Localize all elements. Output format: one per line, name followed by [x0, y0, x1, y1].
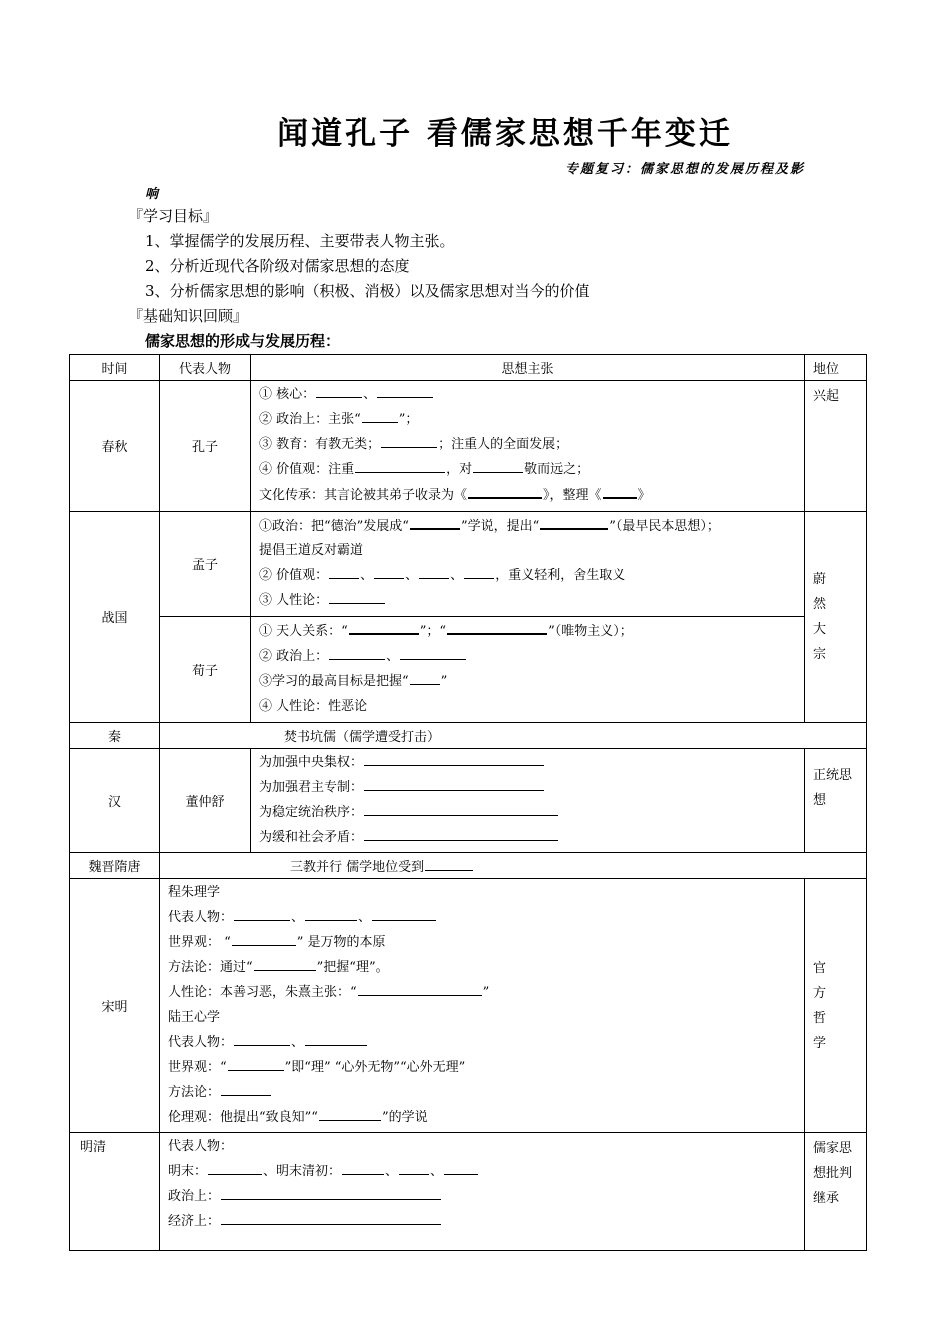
cell-line: [168, 1106, 796, 1131]
table-row-xunzi: [70, 617, 867, 723]
cell-text: ；注重人的全面发展；: [438, 436, 569, 452]
cell-text: ① 天人关系：“: [259, 624, 348, 640]
blank-line: [234, 906, 290, 921]
blank-line: [319, 1106, 381, 1121]
cell-line: [259, 514, 796, 540]
cell-line: [168, 906, 796, 931]
cell-text: 、: [385, 1164, 399, 1180]
page-subtitle-wrap: 响: [145, 187, 159, 202]
cell-line: 代表人物：: [168, 1139, 234, 1155]
blank-line: [425, 856, 473, 871]
header-time: 时间: [70, 355, 160, 381]
period-cell: 宋明: [70, 879, 160, 1133]
period-cell: 魏晋隋唐: [70, 853, 160, 879]
table-title: 儒家思想的形成与发展历程：: [145, 332, 341, 350]
status-cell: [805, 879, 867, 1133]
blank-line: [400, 645, 466, 660]
cell-text: 为加强君主专制：: [259, 779, 364, 795]
cell-text: ④ 价值观：注重: [259, 461, 355, 477]
blank-line: [234, 1031, 290, 1046]
cell-text: 》，整理《: [543, 487, 602, 503]
blank-line: [603, 483, 637, 499]
ideas-cell: [160, 1133, 805, 1251]
status-cell: [805, 1133, 867, 1251]
cell-text: 明末：: [168, 1164, 208, 1180]
cell-line: [259, 458, 796, 483]
cell-text: 、: [291, 1034, 305, 1050]
table-row-mencius: [70, 511, 867, 617]
table-row-chunqiu: [70, 381, 867, 512]
cell-text: 、: [386, 649, 400, 665]
weijin-description: [160, 853, 867, 879]
table-header-row: [70, 355, 867, 381]
blank-line: [305, 1031, 367, 1046]
cell-text: 代表人物：: [168, 910, 234, 926]
status-cell: [805, 511, 867, 722]
cell-line: [259, 408, 796, 433]
blank-line: [473, 458, 523, 473]
cell-text: ”（唯物主义）；: [548, 624, 633, 640]
cell-line: 陆王心学: [168, 1009, 221, 1025]
ideas-cell: [251, 748, 805, 853]
period-cell: 秦: [70, 722, 160, 748]
cell-line: ④ 人性论：性恶论: [259, 698, 368, 714]
person-cell: 孟子: [160, 511, 251, 617]
blank-line: [364, 751, 544, 766]
blank-line: [364, 776, 544, 791]
blank-line: [362, 408, 398, 423]
status-text: 儒家思想批判继承: [813, 1141, 853, 1207]
table-row-qin: [70, 722, 867, 748]
review-heading: 『基础知识回顾』: [128, 307, 249, 325]
period-cell: 战国: [70, 511, 160, 722]
blank-line: [232, 931, 296, 946]
period-cell: 明清: [70, 1133, 160, 1251]
blank-line: [329, 645, 385, 660]
status-text: 正统思想: [813, 767, 853, 808]
cell-text: 》: [637, 487, 651, 503]
blank-line: [329, 589, 385, 604]
blank-line: [419, 564, 449, 579]
cell-text: ”把握“理”。: [316, 960, 389, 976]
cell-text: ”学说，提出“: [460, 518, 540, 534]
cell-line: [259, 589, 796, 614]
cell-line: [259, 383, 796, 408]
cell-line: [259, 619, 796, 645]
cell-text: 代表人物：: [168, 1034, 234, 1050]
cell-line: [259, 801, 796, 826]
blank-line: [221, 1081, 271, 1096]
cell-text: ① 核心：: [259, 387, 316, 402]
blank-line: [355, 458, 445, 473]
blank-line: [381, 433, 437, 448]
blank-line: [208, 1160, 262, 1175]
blank-line: [221, 1185, 441, 1200]
blank-line: [358, 981, 482, 996]
blank-line: [364, 801, 558, 816]
cell-line: [168, 1160, 796, 1185]
cell-text: 为缓和社会矛盾：: [259, 829, 364, 845]
cell-text: 世界观： “: [168, 935, 231, 951]
header-person: 代表人物: [160, 355, 251, 381]
cell-text: 方法论：通过“: [168, 960, 253, 976]
cell-text: ”；: [398, 411, 419, 427]
cell-line: [259, 645, 796, 670]
cell-text: 文化传承：其言论被其弟子收录为《: [259, 487, 468, 503]
cell-line: [168, 1056, 796, 1081]
cell-line: [168, 1081, 796, 1106]
cell-text: 敬而远之；: [524, 461, 590, 477]
cell-text: 、: [291, 910, 305, 926]
cell-line: [259, 776, 796, 801]
ideas-cell: [251, 617, 805, 723]
cell-text: ③ 教育：有教无类；: [259, 436, 381, 452]
cell-text: 政治上：: [168, 1189, 221, 1205]
blank-line: [329, 564, 359, 579]
status-vertical-text: 蔚然大宗: [813, 571, 827, 662]
cell-line: [259, 564, 796, 589]
blank-line: [305, 906, 357, 921]
cell-line: [168, 1210, 796, 1235]
blank-line: [316, 383, 362, 398]
blank-line: [468, 483, 542, 499]
cell-text: ”: [482, 985, 490, 1001]
cell-line: [168, 956, 796, 981]
cell-line: 程朱理学: [168, 885, 221, 901]
blank-line: [221, 1210, 441, 1225]
cell-text: 、: [405, 568, 419, 584]
goal-item-2: 2、分析近现代各阶级对儒家思想的态度: [145, 257, 410, 275]
status-cell: 兴起: [805, 381, 867, 512]
cell-text: 、: [358, 910, 372, 926]
cell-text: ”即“理” “心外无物”“心外无理”: [284, 1059, 466, 1075]
cell-line: [259, 751, 796, 776]
blank-line: [410, 514, 460, 530]
cell-line: 提倡王道反对霸道: [259, 543, 364, 559]
ideas-cell: [251, 511, 805, 617]
cell-text: ② 价值观：: [259, 568, 329, 584]
status-vertical-text: 官方哲学: [813, 960, 827, 1051]
cell-text: ” 是万物的本原: [296, 935, 386, 951]
confucianism-history-table: [69, 354, 867, 1251]
blank-line: [374, 564, 404, 579]
header-ideas: 思想主张: [251, 355, 805, 381]
cell-text: 、: [430, 1164, 444, 1180]
ideas-cell: [251, 381, 805, 512]
blank-line: [447, 619, 547, 635]
cell-text: 方法论：: [168, 1084, 221, 1100]
cell-text: ② 政治上：主张“: [259, 411, 361, 427]
cell-text: 、: [450, 568, 464, 584]
cell-line: [168, 1185, 796, 1210]
cell-text: ”；“: [419, 624, 447, 640]
goal-item-1: 1、掌握儒学的发展历程、主要带表人物主张。: [145, 232, 455, 250]
cell-text: ①政治：把“德治”发展成“: [259, 518, 409, 534]
blank-line: [444, 1160, 478, 1175]
goal-item-3: 3、分析儒家思想的影响（积极、消极）以及儒家思想对当今的价值: [145, 282, 590, 300]
cell-text: 经济上：: [168, 1214, 221, 1230]
table-row-weijin: [70, 853, 867, 879]
blank-line: [372, 906, 436, 921]
header-status: 地位: [805, 355, 867, 381]
cell-text: ② 政治上：: [259, 649, 329, 665]
blank-line: [364, 826, 558, 841]
person-cell: 董仲舒: [160, 748, 251, 853]
cell-text: ③ 人性论：: [259, 593, 329, 609]
cell-text: 为稳定统治秩序：: [259, 804, 364, 820]
cell-line: [259, 483, 796, 509]
ideas-cell: [160, 879, 805, 1133]
cell-line: [259, 670, 796, 695]
table-row-han: [70, 748, 867, 853]
table-row-mingqing: [70, 1133, 867, 1251]
blank-line: [410, 670, 440, 685]
cell-text: 三教并行 儒学地位受到: [290, 860, 425, 876]
cell-text: 为加强中央集权：: [259, 754, 364, 770]
cell-text: ”的学说: [381, 1109, 428, 1125]
page-subtitle: 专题复习：儒家思想的发展历程及影: [564, 162, 805, 177]
table-row-songming: [70, 879, 867, 1133]
cell-line: [168, 981, 796, 1006]
cell-text: 人性论：本善习恶，朱熹主张：“: [168, 985, 357, 1001]
period-cell: 春秋: [70, 381, 160, 512]
blank-line: [254, 956, 316, 971]
page-title: 闻道孔子 看儒家思想千年变迁: [277, 116, 733, 152]
cell-text: 、: [363, 387, 377, 402]
blank-line: [349, 619, 419, 635]
blank-line: [399, 1160, 429, 1175]
cell-text: ”（最早民本思想）；: [609, 518, 720, 534]
cell-text: 世界观：“: [168, 1059, 227, 1075]
cell-line: [168, 1031, 796, 1056]
blank-line: [342, 1160, 384, 1175]
cell-text: 、: [360, 568, 374, 584]
person-cell: 孔子: [160, 381, 251, 512]
cell-line: [168, 931, 796, 956]
goals-heading: 『学习目标』: [128, 207, 219, 225]
blank-line: [464, 564, 494, 579]
blank-line: [540, 514, 608, 530]
cell-text: 伦理观：他提出“致良知”“: [168, 1109, 318, 1125]
cell-line: [259, 433, 796, 458]
blank-line: [377, 383, 433, 398]
status-cell: [805, 748, 867, 853]
cell-text: ，重义轻利，舍生取义: [495, 568, 626, 584]
person-cell: 荀子: [160, 617, 251, 723]
cell-line: [259, 826, 796, 851]
cell-text: ，对: [446, 461, 473, 477]
qin-description: 焚书坑儒（儒学遭受打击）: [160, 722, 867, 748]
cell-text: ”: [440, 673, 448, 689]
cell-text: ③学习的最高目标是把握“: [259, 673, 409, 689]
period-cell: 汉: [70, 748, 160, 853]
blank-line: [228, 1056, 284, 1071]
cell-text: 、明末清初：: [263, 1164, 342, 1180]
